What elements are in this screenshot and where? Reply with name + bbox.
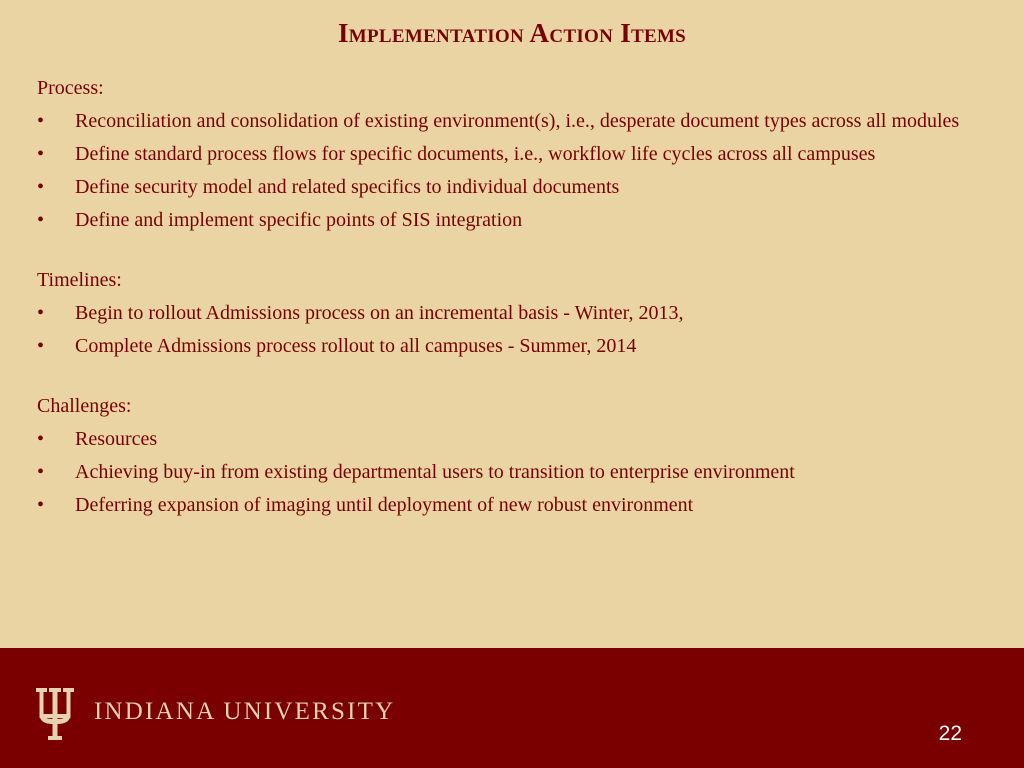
- bullet-icon: •: [37, 494, 45, 516]
- list-item-text: Begin to rollout Admissions process on an incremental basis - Winter, 2013,: [75, 302, 684, 324]
- list-item: [37, 174, 1007, 201]
- list-item: [37, 207, 1007, 234]
- list-item: [37, 141, 1007, 168]
- section-timelines: [37, 267, 1007, 360]
- iu-trident-icon: [36, 688, 74, 740]
- bullet-list: [37, 300, 1007, 360]
- university-wordmark: INDIANA UNIVERSITY: [94, 698, 396, 725]
- slide-title: Implementation Action Items: [337, 18, 687, 48]
- list-item: [37, 492, 1007, 519]
- bullet-icon: •: [37, 209, 45, 231]
- bullet-icon: •: [37, 176, 45, 198]
- section-heading: Timelines:: [37, 269, 122, 291]
- section-process: [37, 75, 1007, 234]
- section-heading: Challenges:: [37, 395, 132, 417]
- list-item-text: Define security model and related specifics to individual documents: [75, 176, 620, 198]
- slide-body: [37, 75, 1007, 525]
- list-item-text: Achieving buy-in from existing departmental users to transition to enterprise environment: [75, 461, 795, 483]
- bullet-icon: •: [37, 461, 45, 483]
- section-spacer: [37, 366, 1007, 393]
- bullet-icon: •: [37, 428, 45, 450]
- list-item-text: Reconciliation and consolidation of existing environment(s), i.e., desperate document types across all modules: [75, 110, 960, 132]
- list-item-text: Deferring expansion of imaging until deployment of new robust environment: [75, 494, 694, 516]
- page-number: 22: [938, 722, 962, 745]
- list-item-text: Define standard process flows for specific documents, i.e., workflow life cycles across all campuses: [75, 143, 876, 165]
- list-item-text: Complete Admissions process rollout to all campuses - Summer, 2014: [75, 335, 637, 357]
- list-item: [37, 426, 1007, 453]
- list-item: [37, 459, 1007, 486]
- list-item-text: Define and implement specific points of SIS integration: [75, 209, 523, 231]
- section-heading: Process:: [37, 77, 104, 99]
- list-item-text: Resources: [75, 428, 158, 450]
- bullet-icon: •: [37, 302, 45, 324]
- section-spacer: [37, 240, 1007, 267]
- bullet-list: [37, 108, 1007, 234]
- bullet-icon: •: [37, 110, 45, 132]
- list-item: [37, 108, 1007, 135]
- bullet-icon: •: [37, 335, 45, 357]
- bullet-icon: •: [37, 143, 45, 165]
- list-item: [37, 300, 1007, 327]
- bullet-list: [37, 426, 1007, 519]
- footer-band: [0, 648, 1024, 768]
- list-item: [37, 333, 1007, 360]
- section-challenges: [37, 393, 1007, 519]
